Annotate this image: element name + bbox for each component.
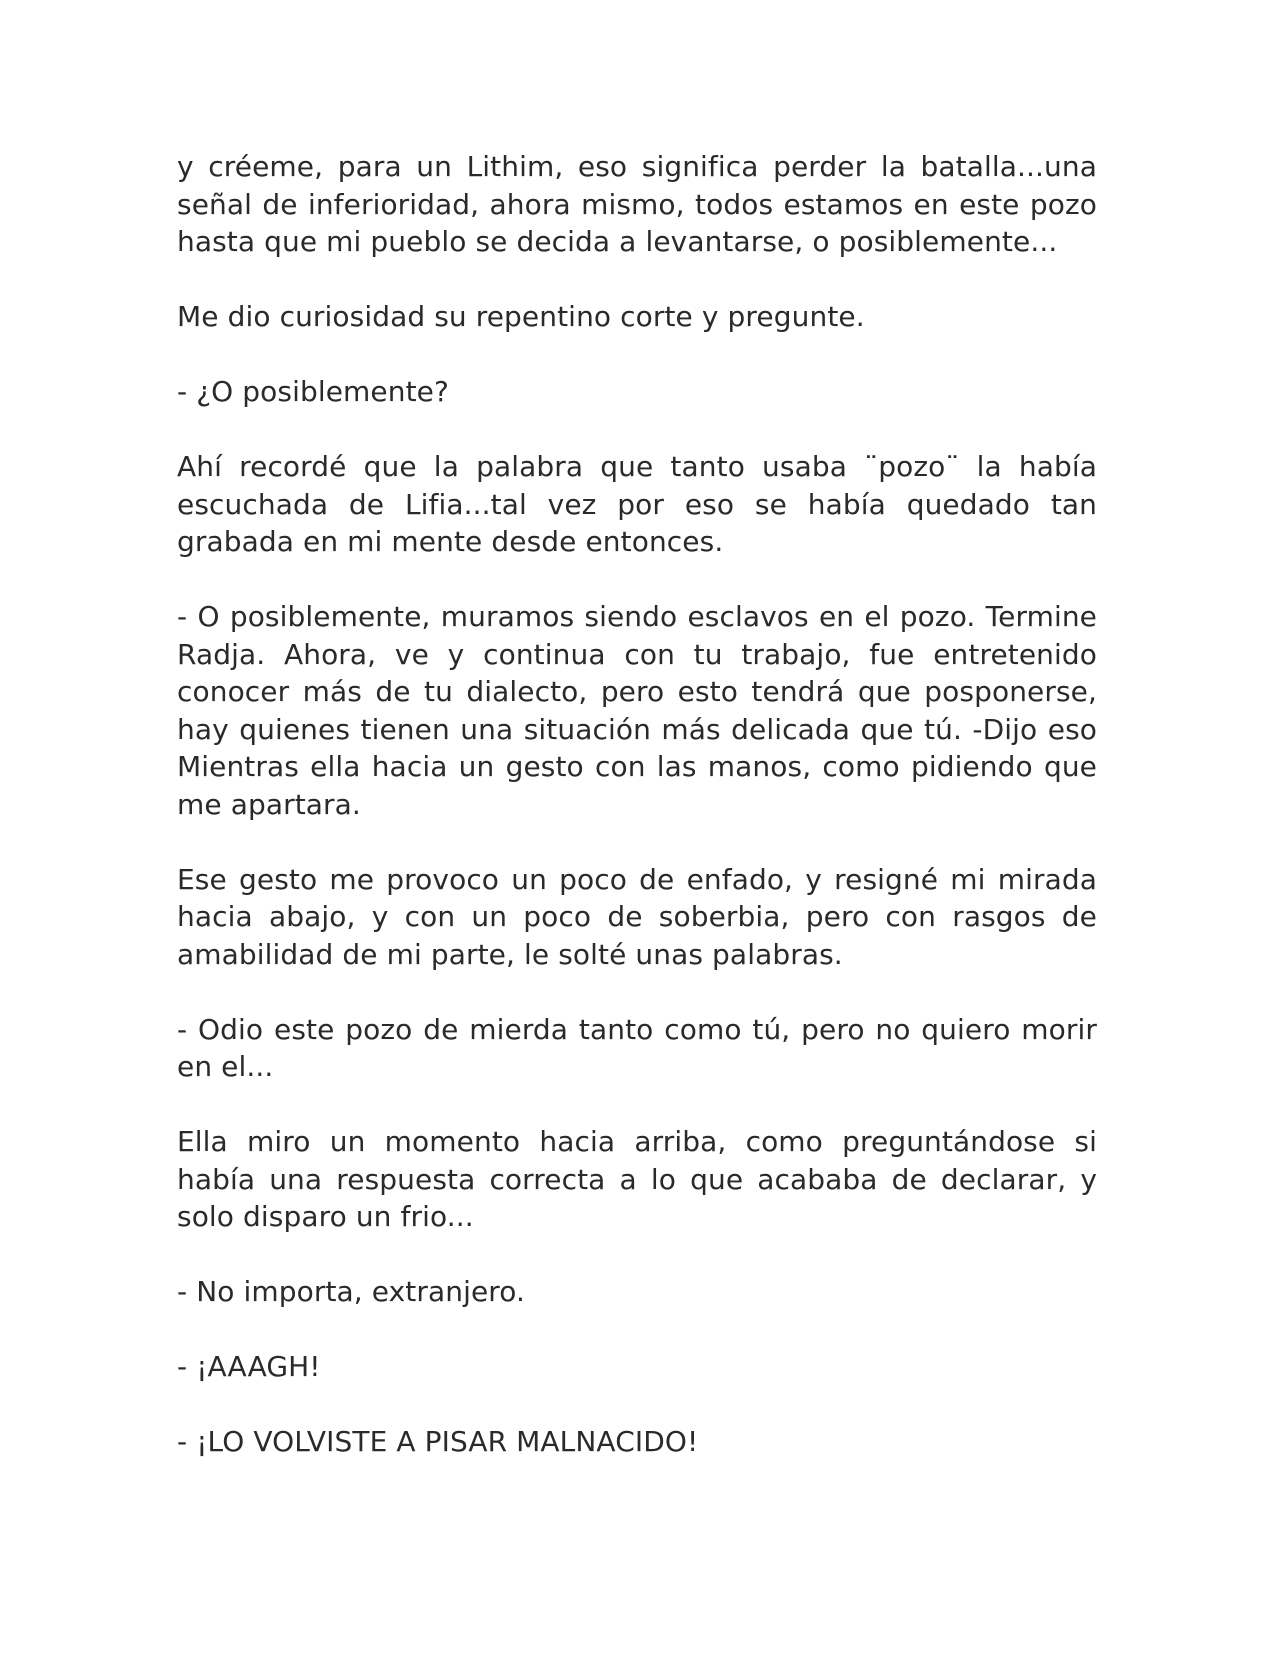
paragraph: Ella miro un momento hacia arriba, como preguntándose si había una respuesta correcta a lo que acababa de declarar, y solo disparo un frio...	[177, 1125, 1097, 1233]
paragraph: Ese gesto me provoco un poco de enfado, y resigné mi mirada hacia abajo, y con un poco de soberbia, pero con rasgos de amabilidad de mi parte, le solté unas palabras.	[177, 862, 1097, 971]
paragraph: - ¡AAAGH!	[177, 1350, 321, 1383]
paragraph: Ahí recordé que la palabra que tanto usaba ¨pozo¨ la había escuchada de Lifia...tal vez por eso se había quedado tan grabada en mi mente desde entonces.	[177, 450, 1097, 558]
paragraph: - Odio este pozo de mierda tanto como tú, pero no quiero morir en el...	[177, 1012, 1097, 1083]
document-page	[177, 148, 1097, 1498]
paragraph: - ¿O posiblemente?	[177, 375, 449, 408]
paragraph: - ¡LO VOLVISTE A PISAR MALNACIDO!	[177, 1425, 699, 1458]
paragraph: Me dio curiosidad su repentino corte y pregunte.	[177, 300, 865, 333]
paragraph: - O posiblemente, muramos siendo esclavos en el pozo. Termine Radja. Ahora, ve y continua con tu trabajo, fue entretenido conocer más de tu dialecto, pero esto tendrá que posponerse, hay quienes tienen una situación más delicada que tú. -Dijo eso Mientras ella hacia un gesto con las manos, como pidiendo que me apartara.	[177, 600, 1097, 821]
paragraph: - No importa, extranjero.	[177, 1275, 526, 1308]
paragraph: y créeme, para un Lithim, eso significa perder la batalla...una señal de inferioridad, ahora mismo, todos estamos en este pozo hasta que mi pueblo se decida a levantarse, o posiblemente...	[177, 150, 1097, 258]
